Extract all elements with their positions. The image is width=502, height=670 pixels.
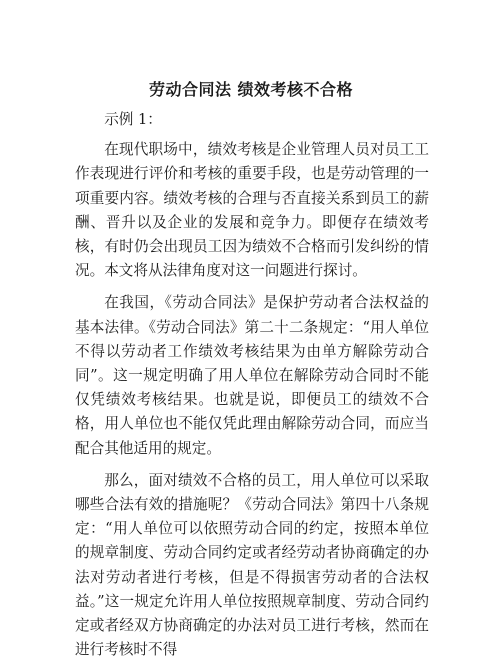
paragraph-law-article-48: 那么，面对绩效不合格的员工，用人单位可以采取哪些合法有效的措施呢？《劳动合同法》第四十八条规定：“用人单位可以依照劳动合同的约定，按照本单位的规章制度、劳动合同约定或者经劳动者协商确定的办法对劳动者进行考核，但是不得损害劳动者的合法权益。”这一规定允许用人单位按照规章制度、劳动合同约定或者经双方协商确定的办法对员工进行考核，然而在进行考核时不得 [75,471,429,659]
paragraph-law-article-22: 在我国，《劳动合同法》是保护劳动者合法权益的基本法律。《劳动合同法》第二十二条规定：“用人单位不得以劳动者工作绩效考核结果为由单方解除劳动合同”。这一规定明确了用人单位在解除劳动合同时不能仅凭绩效考核结果。也就是说，即便员工的绩效不合格，用人单位也不能仅凭此理由解除劳动合同，而应当配合其他适用的规定。 [75,294,429,457]
document-title: 劳动合同法 绩效考核不合格 [148,80,354,99]
paragraph-intro: 在现代职场中，绩效考核是企业管理人员对员工工作表现进行评价和考核的重要手段，也是劳动管理的一项重要内容。绩效考核的合理与否直接关系到员工的薪酬、晋升以及企业的发展和竞争力。即便存在绩效考核，有时仍会出现员工因为绩效不合格而引发纠纷的情况。本文将从法律角度对这一问题进行探讨。 [75,141,429,280]
document-body [75,108,429,670]
example-label: 示例 1： [104,111,162,128]
